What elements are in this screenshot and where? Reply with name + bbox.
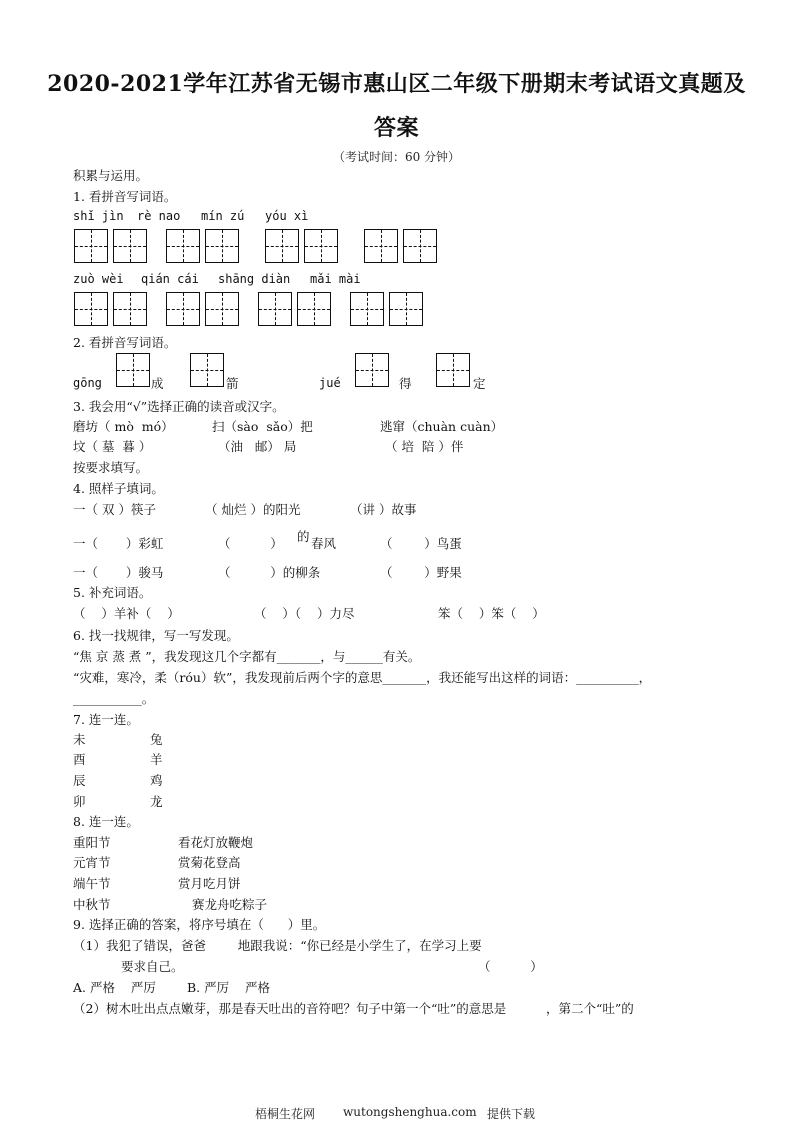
pinyin-3: mín zú [201,209,245,223]
pinyin-7: shāng diàn [218,272,291,286]
pinyin-5: zuò wèi [73,272,124,286]
q3-item-6[interactable]: （ 培 陪 ）伴 [385,439,464,454]
writing-grid-box[interactable] [74,229,108,263]
question-9-label: 9. 选择正确的答案，将序号填在（ ）里。 [73,917,326,932]
writing-grid-box[interactable] [304,229,338,263]
q3-item-3[interactable]: 逃窜（chuàn cuàn） [380,419,504,434]
exam-time: （考试时间：60 分钟） [332,150,461,164]
q4-blank-horse[interactable]: 一（ ）骏马 [73,565,164,580]
document-title-line1: 2020-2021学年江苏省无锡市惠山区二年级下册期末考试语文真题及 [47,71,746,97]
q8-left-3: 端午节 [73,876,111,891]
q7-left-1: 未 [73,732,86,747]
q4-example-3: （讲 ）故事 [350,502,417,517]
writing-grid-box[interactable] [265,229,299,263]
section-heading-accumulation: 积累与运用。 [73,168,149,183]
question-1-label: 1. 看拼音写词语。 [73,189,177,204]
writing-grid-box[interactable] [205,292,239,326]
q8-right-2: 赏菊花登高 [178,855,241,870]
writing-grid-box[interactable] [166,292,200,326]
q5-idiom-2[interactable]: （ ）（ ）力尽 [254,606,355,621]
q4-blank-rainbow[interactable]: 一（ ）彩虹 [73,536,164,551]
writing-grid-box[interactable] [205,229,239,263]
footer-note: 提供下载 [487,1107,536,1121]
q4-blank-spring-wind[interactable]: （ ） [218,536,283,551]
q4-spring-wind-text: 春风 [311,536,337,551]
footer-site-name: 梧桐生花网 [255,1107,316,1121]
writing-grid-box[interactable] [436,353,470,387]
section-heading-fill: 按要求填写。 [73,460,149,475]
q9-sub2-line1: （2）树木吐出点点嫩芽，那是春天吐出的音符吧？句子中第一个“吐”的意思是 ，第二个“吐”的 [73,1001,634,1016]
pinyin-8: mǎi mài [310,272,361,286]
q9-option-a: A. 严格 严厉 [73,980,156,995]
q7-left-3: 辰 [73,773,86,788]
char-cheng: 成 [151,376,164,391]
writing-grid-box[interactable] [190,353,224,387]
q4-blank-wild-fruit[interactable]: （ ）野果 [380,565,462,580]
q8-left-4: 中秋节 [73,897,111,912]
pinyin-2: rè nao [137,209,181,223]
q4-de-raised: 的 [297,529,310,544]
q4-example-2: （ 灿烂 ）的阳光 [205,502,301,517]
writing-grid-box[interactable] [113,292,147,326]
q9-sub1-answer-blank[interactable]: （ ） [478,959,543,974]
q7-left-4: 卯 [73,794,86,809]
pinyin-1: shǐ jìn [73,209,124,223]
q9-option-b: B. 严厉 严格 [187,980,271,995]
footer-site-url[interactable]: wutongshenghua.com [343,1105,477,1119]
writing-grid-box[interactable] [74,292,108,326]
q3-item-1[interactable]: 磨坊（ mò mó） [73,419,174,434]
writing-grid-box[interactable] [116,353,150,387]
writing-grid-box[interactable] [403,229,437,263]
question-5-label: 5. 补充词语。 [73,585,152,600]
question-7-label: 7. 连一连。 [73,712,139,727]
writing-grid-box[interactable] [350,292,384,326]
q4-blank-willow[interactable]: （ ）的柳条 [218,565,321,580]
question-6-label: 6. 找一找规律，写一写发现。 [73,628,239,643]
q6-line-2[interactable]: “灾难，寒冷，柔（róu）软”，我发现前后两个字的意思_______，我还能写出这样的词语：__________， [73,670,652,685]
q3-item-2[interactable]: 扫（sào sǎo）把 [212,419,313,434]
char-de: 得 [399,376,412,391]
writing-grid-box[interactable] [113,229,147,263]
writing-grid-box[interactable] [166,229,200,263]
char-jian: 箭 [226,376,239,391]
q7-right-2: 羊 [150,752,163,767]
question-3-label: 3. 我会用“√”选择正确的读音或汉字。 [73,399,285,414]
q7-left-2: 酉 [73,752,86,767]
pinyin-4: yóu xì [265,209,309,223]
writing-grid-box[interactable] [355,353,389,387]
q4-blank-bird-egg[interactable]: （ ）鸟蛋 [380,536,462,551]
q6-line-1[interactable]: “焦 京 蒸 煮 ”，我发现这几个字都有_______，与______有关。 [73,649,421,664]
question-4-label: 4. 照样子填词。 [73,481,164,496]
q6-line-3[interactable]: ___________。 [73,691,155,706]
q8-right-4: 赛龙舟吃粽子 [192,897,268,912]
q9-sub1-line2: 要求自己。 [121,959,184,974]
q7-right-1: 兔 [150,732,163,747]
q8-left-2: 元宵节 [73,855,111,870]
q8-left-1: 重阳节 [73,835,111,850]
question-8-label: 8. 连一连。 [73,814,139,829]
q4-example-1: 一（ 双 ）筷子 [73,502,156,517]
writing-grid-box[interactable] [389,292,423,326]
writing-grid-box[interactable] [364,229,398,263]
q7-right-3: 鸡 [150,773,163,788]
question-2-label: 2. 看拼音写词语。 [73,335,177,350]
q3-item-5[interactable]: （油 邮） 局 [218,439,297,454]
writing-grid-box[interactable] [258,292,292,326]
q5-idiom-3[interactable]: 笨（ ）笨（ ） [438,606,545,621]
q9-sub1-line1: （1）我犯了错误，爸爸 地跟我说：“你已经是小学生了，在学习上要 [73,938,482,953]
q3-item-4[interactable]: 坟（ 墓 暮 ） [73,439,152,454]
writing-grid-box[interactable] [297,292,331,326]
q5-idiom-1[interactable]: （ ）羊补（ ） [73,606,180,621]
char-ding: 定 [473,376,486,391]
pinyin-gong: gōng [73,376,102,390]
pinyin-6: qián cái [141,272,199,286]
pinyin-jue: jué [319,376,341,390]
q7-right-4: 龙 [150,794,163,809]
document-title-line2: 答案 [373,115,419,141]
q8-right-1: 看花灯放鞭炮 [178,835,254,850]
q8-right-3: 赏月吃月饼 [178,876,241,891]
